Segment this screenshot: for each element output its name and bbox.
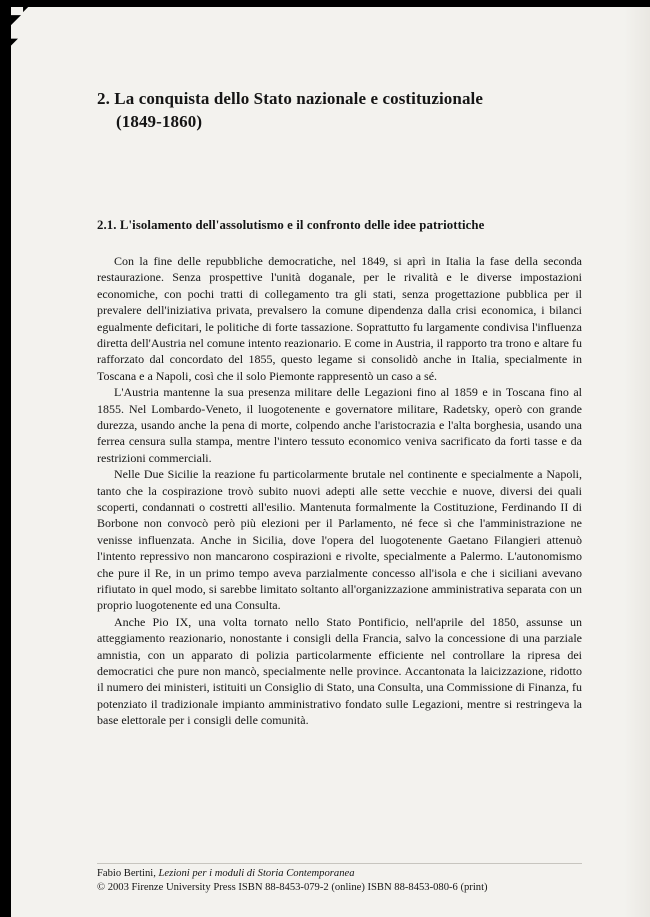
colophon: [97, 863, 582, 895]
scroll-arrow-icon[interactable]: ◤: [23, 3, 30, 13]
chapter-title-line1: 2. La conquista dello Stato nazionale e costituzionale: [97, 89, 484, 108]
section-heading: 2.1. L'isolamento dell'assolutismo e il confronto delle idee patriottiche: [97, 217, 485, 232]
colophon-isbn-line: © 2003 Firenze University Press ISBN 88-8453-079-2 (online) ISBN 88-8453-080-6 (print): [97, 882, 488, 894]
paragraph: L'Austria mantenne la sua presenza militare delle Legazioni fino al 1859 e in Toscana fino al 1855. Nel Lombardo-Veneto, il luogotenente e governatore militare, Radetsky, operò con grande durezza, usando anche la pena di morte, colpendo anche l'aristocrazia e l'alta borghesia, usando una ferrea censura sulla stampa, mentre l'intero tessuto economico veniva sacrificato da forti tasse e da restrizioni commerciali.: [97, 385, 582, 465]
body-text: [97, 253, 582, 729]
colophon-book-title: Lezioni per i moduli di Storia Contemporanea: [158, 868, 355, 880]
vertical-scrollbar[interactable]: [0, 0, 11, 917]
chapter-title-line2: (1849-1860): [116, 111, 203, 131]
colophon-author: Fabio Bertini,: [97, 868, 159, 880]
horizontal-scrollbar[interactable]: [0, 0, 650, 7]
paragraph: Con la fine delle repubbliche democratiche, nel 1849, si aprì in Italia la fase della seconda restaurazione. Senza prospettive l'unità doganale, per le rivalità e le diverse impostazioni economiche, con pochi tratti di collegamento tra gli stati, senza progettazione pubblica per il prevalere dell'iniziativa privata, prevalsero la comune dipendenza dalla crisi economica, i bilanci egualmente deficitari, le politiche di forte tassazione. Soprattutto fu largamente condivisa l'influenza diretta dell'Austria nel comune intento reazionario. E come in Austria, il rapporto tra trono e altare fu rafforzato dal concordato del 1855, questo legame si consolidò anche in Italia, specialmente in Toscana e a Napoli, così che il solo Piemonte rappresentò un caso a sé.: [97, 253, 582, 383]
paragraph: Nelle Due Sicilie la reazione fu particolarmente brutale nel continente e specialmente a Napoli, tanto che la cospirazione trovò subito nuovi adepti alle sette vecchie e nuove, diversi dei quali scoperti, condannati o costretti all'esilio. Mantenuta formalmente la Costituzione, Ferdinando II di Borbone non convocò però più elezioni per il Parlamento, né fece sì che l'amministrazione ne venisse influenzata. Anche in Sicilia, dove l'opera del luogotenente Gaetano Filangieri attenuò l'intento repressivo non mancarono cospirazioni e rivolte, specialmente a Palermo. L'autonomismo che pure il Re, in un primo tempo aveva parzialmente concesso all'isola e che i siciliani avevano rifiutato in quel modo, si sarebbe limitato soltanto all'organizzazione amministrativa separata con un proprio luogotenente ed una Consulta.: [97, 467, 582, 613]
chapter-title: [97, 88, 582, 134]
colophon-author-line: [97, 867, 582, 881]
paragraph: Anche Pio IX, una volta tornato nello Stato Pontificio, nell'aprile del 1850, assunse un atteggiamento reazionario, nonostante i consigli della Francia, salvo la concessione di una parziale amnistia, con un apparato di polizia particolarmente efficiente nel controllare la ripresa dei democratici che pure non mancò, specialmente nelle province. Accantonata la laicizzazione, ridotto il numero dei ministeri, istituiti un Consiglio di Stato, una Consulta, una Commissione di Finanza, fu potenziato il tradizionale impianto amministrativo fondato sulle Legazioni, mentre si restringeva la base elettorale per i consigli delle comunità.: [97, 614, 582, 728]
scroll-arrow-icon[interactable]: ◤: [8, 11, 22, 30]
scroll-arrow-icon[interactable]: ◤: [8, 35, 18, 50]
